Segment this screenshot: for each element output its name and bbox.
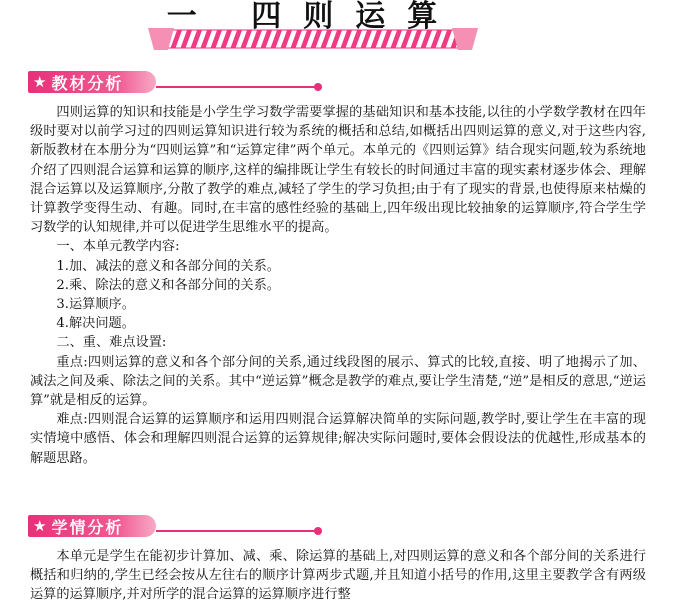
header-underline bbox=[156, 530, 316, 532]
header-dot bbox=[314, 527, 322, 535]
chapter-title: 一 四则运算 bbox=[166, 0, 460, 34]
key-points-paragraph: 重点:四则运算的意义和各个部分间的关系,通过线段图的展示、算式的比较,直接、明了地揭示了加、减法之间及乘、除法之间的关系。其中“逆运算”概念是教学的难点,要让学生清楚,“逆”是相反的意思,“逆运算”就是相反的运算。 bbox=[30, 354, 646, 409]
chapter-banner bbox=[148, 0, 478, 56]
header-dot bbox=[314, 83, 322, 91]
section-header-student-analysis bbox=[28, 515, 156, 537]
intro-paragraph: 四则运算的知识和技能是小学生学习数学需要掌握的基础知识和基本技能,以往的小学数学教材在四年级时要对以前学习过的四则运算知识进行较为系统的概括和总结,如概括出四则运算的意义,对于这些内容,新版教材在本册分为“四则运算”和“运算定律”两个单元。本单元的《四则运算》结合现实问题,较为系统地介绍了四则混合运算和运算的顺序,这样的编排既让学生有较长的时间通过丰富的现实素材逐步体会、理解混合运算以及运算顺序,分散了教学的难点,减轻了学生的学习负担;由于有了现实的背景,也使得原来枯燥的计算教学变得生动、有趣。同时,在丰富的感性经验的基础上,四年级出现比较抽象的运算顺序,符合学生学习数学的认知规律,并可以促进学生思维水平的提高。 bbox=[30, 105, 646, 236]
list-item: 4.解决问题。 bbox=[56, 316, 135, 332]
section-header-textbook-analysis bbox=[28, 71, 156, 93]
section-header-bar bbox=[28, 71, 156, 93]
list-item: 2.乘、除法的意义和各部分间的关系。 bbox=[56, 277, 280, 293]
student-analysis-body bbox=[30, 547, 646, 605]
content-heading: 一、本单元教学内容: bbox=[56, 239, 180, 255]
section-title: 教材分析 bbox=[51, 73, 124, 93]
star-icon: ★ bbox=[33, 73, 47, 91]
focus-heading: 二、重、难点设置: bbox=[56, 335, 167, 351]
section-title: 学情分析 bbox=[51, 517, 124, 537]
list-item: 1.加、减法的意义和各部分间的关系。 bbox=[56, 258, 280, 274]
section-header-bar bbox=[28, 515, 156, 537]
star-icon: ★ bbox=[33, 517, 47, 535]
list-item: 3.运算顺序。 bbox=[56, 297, 135, 313]
textbook-analysis-body bbox=[30, 103, 646, 468]
header-underline bbox=[156, 86, 316, 88]
student-paragraph: 本单元是学生在能初步计算加、减、乘、除运算的基础上,对四则运算的意义和各个部分间的关系进行概括和归纳的,学生已经会按从左往右的顺序计算两步式题,并且知道小括号的作用,这里主要教学含有两级运算的运算顺序,并对所学的混合运算的运算顺序进行整 bbox=[30, 549, 646, 603]
difficulty-paragraph: 难点:四则混合运算的运算顺序和运用四则混合运算解决简单的实际问题,教学时,要让学生在丰富的现实情境中感悟、体会和理解四则混合运算的运算规律;解决实际问题时,要体会假设法的优越性,形成基本的解题思路。 bbox=[30, 412, 646, 466]
